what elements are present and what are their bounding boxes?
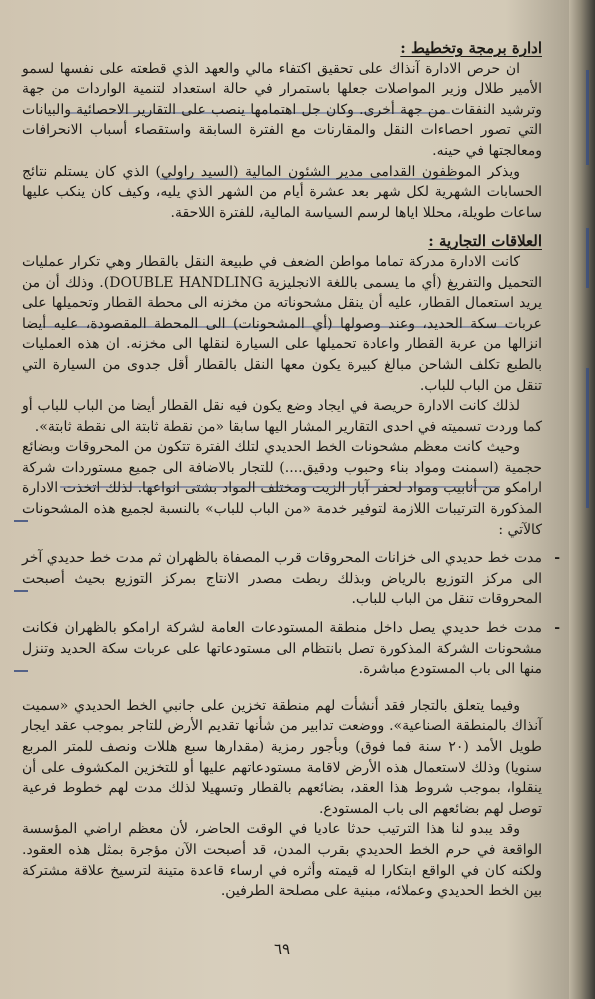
- book-page: [22, 38, 560, 978]
- body-paragraph: وقد يبدو لنا هذا الترتيب حدثا عاديا في الوقت الحاضر، لأن معظم اراضي المؤسسة الواقعة في حرم الخط الحديدي بقرب المدن، قد أصبحت الآن مؤجرة بمثل هذه العقود. ولكنه كان في الواقع ابتكارا له قيمته وأثره في ارساء قاعدة متينة لترسيخ علاقة مشتركة بين الخط الحديدي وعملائه، مبنية على مصلحة الطرفين.: [22, 821, 542, 900]
- bullet-text: مدت خط حديدي يصل داخل منطقة المستودعات العامة لشركة ارامكو بالظهران فكانت مشحونات الشركة المذكورة تصل بانتظام الى مستودعاتها على عربات سكة الحديد وتنزل منها الى باب المستودع مباشرة.: [22, 620, 542, 678]
- margin-pen-mark: [586, 228, 589, 288]
- body-paragraph: وفيما يتعلق بالتجار فقد أنشأت لهم منطقة تخزين على جانبي الخط الحديدي «سميت آنذاك بالمنطقة الصناعية». ووضعت تدابير من شأنها تقديم الأرض للتاجر بموجب عقد ايجار طويل الأمد (٢٠ سنة فما فوق) وبأجور رمزية (مقدارها سبع هللات ونصف للمتر المربع سنويا) وذلك لاستعمال هذه الأرض لاقامة مستودعاتهم عليها أو للتخزين المكشوف على أن ينقلوا، بموجب شروط هذا العقد، بضائعهم بالقطار وتسهيلا لذلك مدت لهم خطوط فرعية توصل لهم بضائعهم الى باب المستودع.: [22, 697, 542, 817]
- bullet-text: مدت خط حديدي الى خزانات المحروقات قرب المصفاة بالظهران ثم مدت خط حديدي آخر الى مركز التوزيع بالرياض وبذلك ربطت مصدر الانتاج بمركز التوزيع بحيث أصبحت المحروقات تنقل من الباب للباب.: [22, 550, 542, 608]
- body-paragraph: ويذكر الموظفون القدامى مدير الشئون المالية (السيد راولي) الذي كان يستلم نتائج الحسابات الشهرية لكل شهر بعد عشرة أيام من الشهر الذي يليه، وكيف كان ينكب عليها ساعات طويلة، محللا اياها لرسم السياسة المالية، للفترة اللاحقة.: [22, 163, 542, 221]
- body-paragraph: كانت الادارة مدركة تماما مواطن الضعف في طبيعة النقل بالقطار وهي تكرار عمليات التحميل والتفريغ (أي ما يسمى باللغة الانجليزية DOUBLE HANDLING). وذلك أن من يريد استعمال القطار، عليه أن ينقل مشحوناته من مخزنه الى محطة القطار وتحميلها على عربات سكة الحديد، وعند وصولها (أي المشحونات) الى المحطة المقصودة، عليه أيضا انزالها من عربة القطار واعادة تحميلها على السيارة لنقلها الى مخزنه. ان هذه العمليات بالطبع تكلف الشاحن مبالغ كبيرة يكون معها النقل بالقطار أقل جدوى من السيارة التي تنقل من الباب للباب.: [22, 253, 542, 394]
- body-paragraph: ان حرص الادارة آنذاك على تحقيق اكتفاء مالي والعهد الذي قطعته على نفسها لسمو الأمير طلال وزير المواصلات جعلها باستمرار في حالة استعداد لتنمية الواردات من جهة وترشيد النفقات من جهة أخرى. وكان جل اهتمامها ينصب على التقارير الاحصائية والبيانات التي تصور احصاءات النقل والمقارنات مع الفترة السابقة واستقصاء أسباب الانحرافات ومعالجتها في حينه.: [22, 60, 542, 159]
- book-spine-edge: [569, 0, 595, 999]
- section-heading-commercial-relations: العلاقات التجارية :: [428, 232, 542, 251]
- body-paragraph: لذلك كانت الادارة حريصة في ايجاد وضع يكون فيه نقل القطار أيضا من الباب للباب أو كما وردت تسميته في احدى التقارير المشار اليها سابقا «من نقطة ثابتة الى نقطة ثابتة».: [22, 398, 542, 435]
- body-paragraph: وحيث كانت معظم مشحونات الخط الحديدي لتلك الفترة تتكون من المحروقات وبضائع حجمية (اسمنت ومواد بناء وحبوب ودقيق....) للتجار بالاضافة الى جميع مستوردات شركة ارامكو من أنابيب ومواد لحفر آبار الزيت ومختلف المواد بشتى انواعها. لذلك اتخذت الادارة المذكورة الترتيبات اللازمة لتوفير خدمة «من الباب للباب» بالنسبة لجميع هذه المشحونات كالآتي :: [22, 439, 542, 538]
- margin-pen-mark: [586, 368, 589, 508]
- section-heading-planning: ادارة برمجة وتخطيط :: [400, 39, 542, 57]
- bullet-marker: -: [554, 550, 560, 567]
- bullet-item: [22, 548, 560, 610]
- bullet-item: [22, 618, 560, 680]
- margin-pen-mark: [586, 70, 589, 165]
- page-number: ٦٩: [273, 940, 291, 959]
- bullet-marker: -: [554, 620, 560, 637]
